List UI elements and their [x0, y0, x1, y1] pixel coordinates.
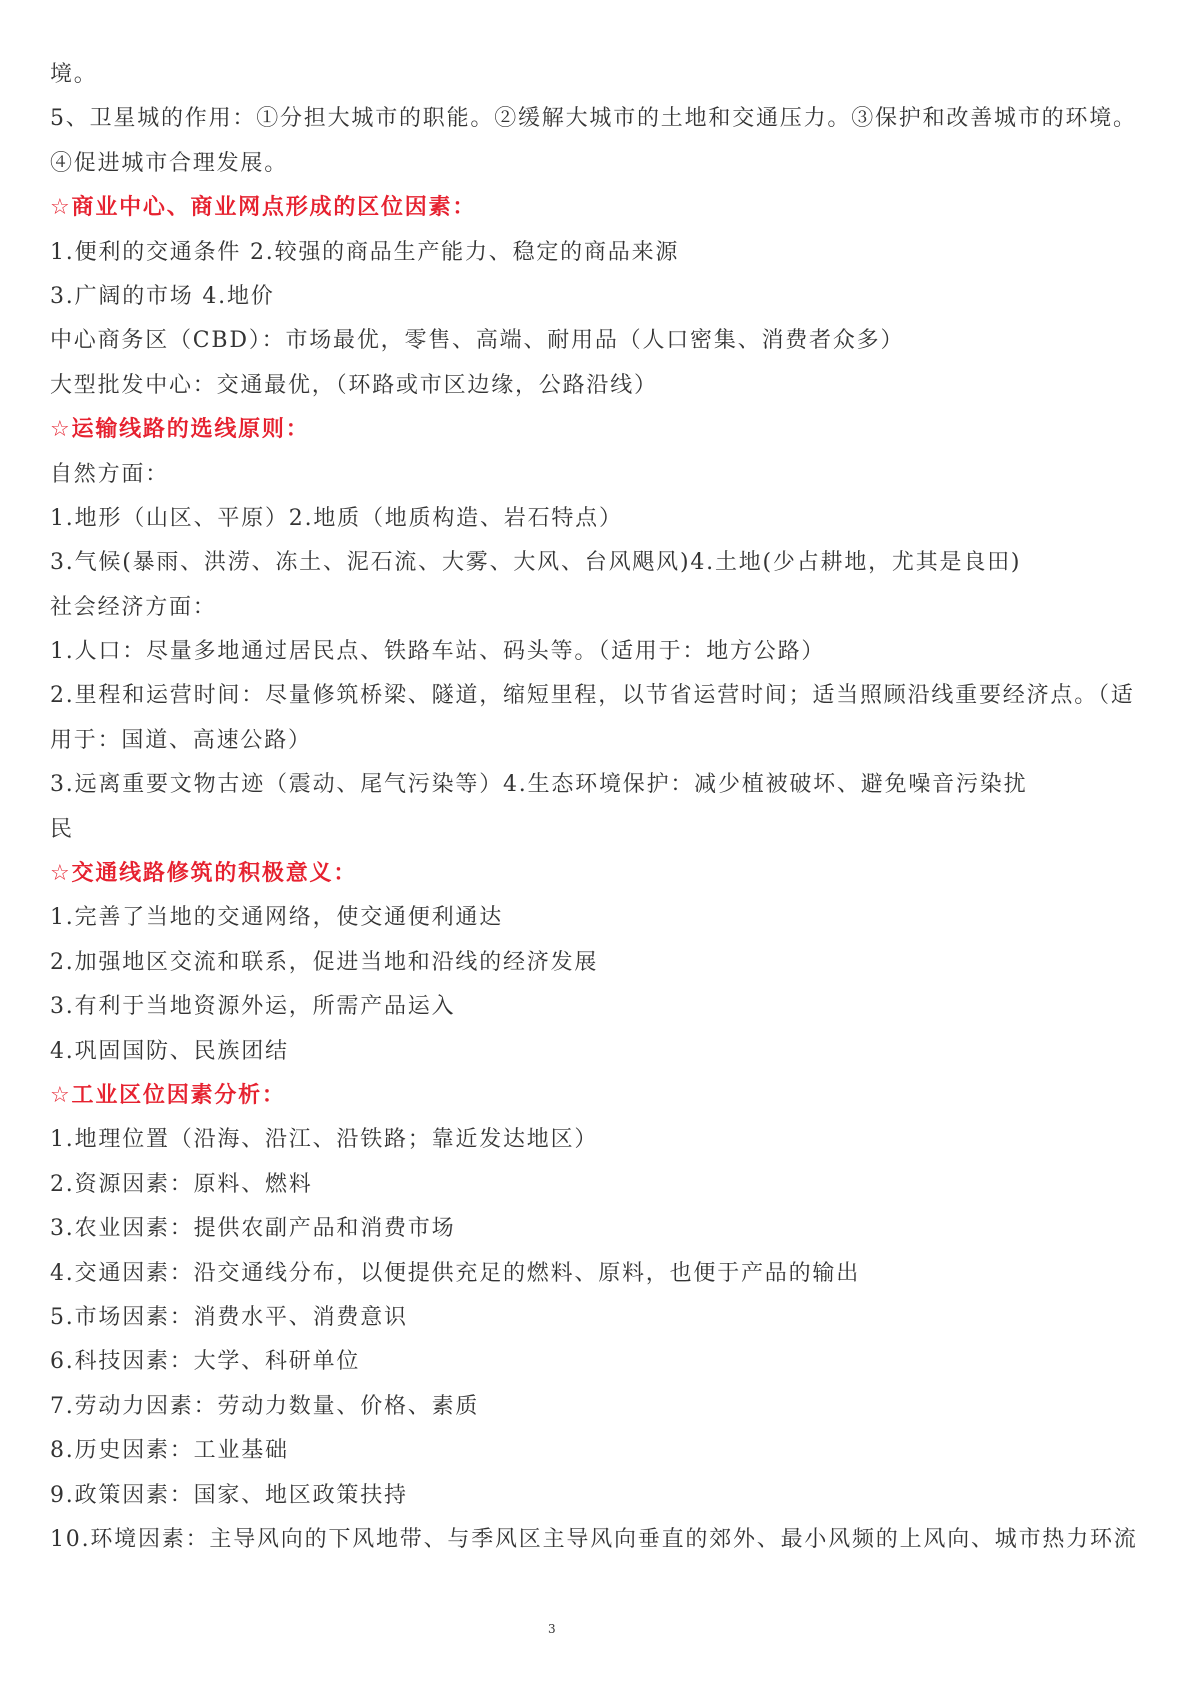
text-line: 3.有利于当地资源外运，所需产品运入	[50, 994, 456, 1020]
text-line: 7.劳动力因素：劳动力数量、价格、素质	[50, 1393, 480, 1419]
text-line: 1.便利的交通条件 2.较强的商品生产能力、稳定的商品来源	[50, 239, 680, 265]
text-line: 3.广阔的市场 4.地价	[50, 283, 275, 309]
text-line: 4.交通因素：沿交通线分布，以便提供充足的燃料、原料，也便于产品的输出	[50, 1260, 860, 1286]
text-line: 中心商务区（CBD）：市场最优，零售、高端、耐用品（人口密集、消费者众多）	[50, 328, 905, 354]
text-line: 3.农业因素：提供农副产品和消费市场	[50, 1216, 456, 1242]
text-line: 2.里程和运营时间：尽量修筑桥梁、隧道，缩短里程，以节省运营时间；适当照顾沿线重要经济点。（适	[50, 683, 1135, 709]
text-line: 1.完善了当地的交通网络，使交通便利通达	[50, 905, 503, 931]
section-heading: ☆运输线路的选线原则：	[50, 417, 310, 443]
text-line: 1.人口：尽量多地通过居民点、铁路车站、码头等。（适用于：地方公路）	[50, 639, 826, 665]
text-line: 2.加强地区交流和联系，促进当地和沿线的经济发展	[50, 949, 599, 975]
text-line: 10.环境因素：主导风向的下风地带、与季风区主导风向垂直的郊外、最小风频的上风向、城市热力环流	[50, 1526, 1138, 1552]
section-heading: ☆工业区位因素分析：	[50, 1082, 286, 1108]
text-line: 5.市场因素：消费水平、消费意识	[50, 1304, 408, 1330]
text-line: ④促进城市合理发展。	[50, 150, 289, 176]
text-line: 2.资源因素：原料、燃料	[50, 1171, 313, 1197]
text-line: 6.科技因素：大学、科研单位	[50, 1349, 361, 1375]
text-line: 1.地理位置（沿海、沿江、沿铁路；靠近发达地区）	[50, 1127, 599, 1153]
section-heading: ☆商业中心、商业网点形成的区位因素：	[50, 195, 477, 221]
text-line: 境。	[50, 62, 98, 87]
text-line: 社会经济方面：	[50, 594, 217, 620]
text-line: 民	[50, 816, 74, 842]
text-line: 1.地形（山区、平原）2.地质（地质构造、岩石特点）	[50, 505, 623, 531]
text-line: 自然方面：	[50, 461, 170, 487]
text-line: 3.远离重要文物古迹（震动、尾气污染等）4.生态环境保护：减少植被破坏、避免噪音污染扰	[50, 772, 1028, 798]
text-line: 9.政策因素：国家、地区政策扶持	[50, 1482, 408, 1508]
text-line: 4.巩固国防、民族团结	[50, 1038, 289, 1064]
section-heading: ☆交通线路修筑的积极意义：	[50, 861, 358, 887]
text-line: 8.历史因素：工业基础	[50, 1438, 289, 1464]
page-number: 3	[548, 1622, 556, 1636]
text-line: 大型批发中心：交通最优，（环路或市区边缘，公路沿线）	[50, 372, 658, 398]
text-line: 5、卫星城的作用：①分担大城市的职能。②缓解大城市的土地和交通压力。③保护和改善城市的环境。	[50, 106, 1137, 132]
text-line: 3.气候(暴雨、洪涝、冻土、泥石流、大雾、大风、台风飓风)4.土地(少占耕地，尤其是良田)	[50, 550, 1022, 576]
text-line: 用于：国道、高速公路）	[50, 727, 312, 753]
